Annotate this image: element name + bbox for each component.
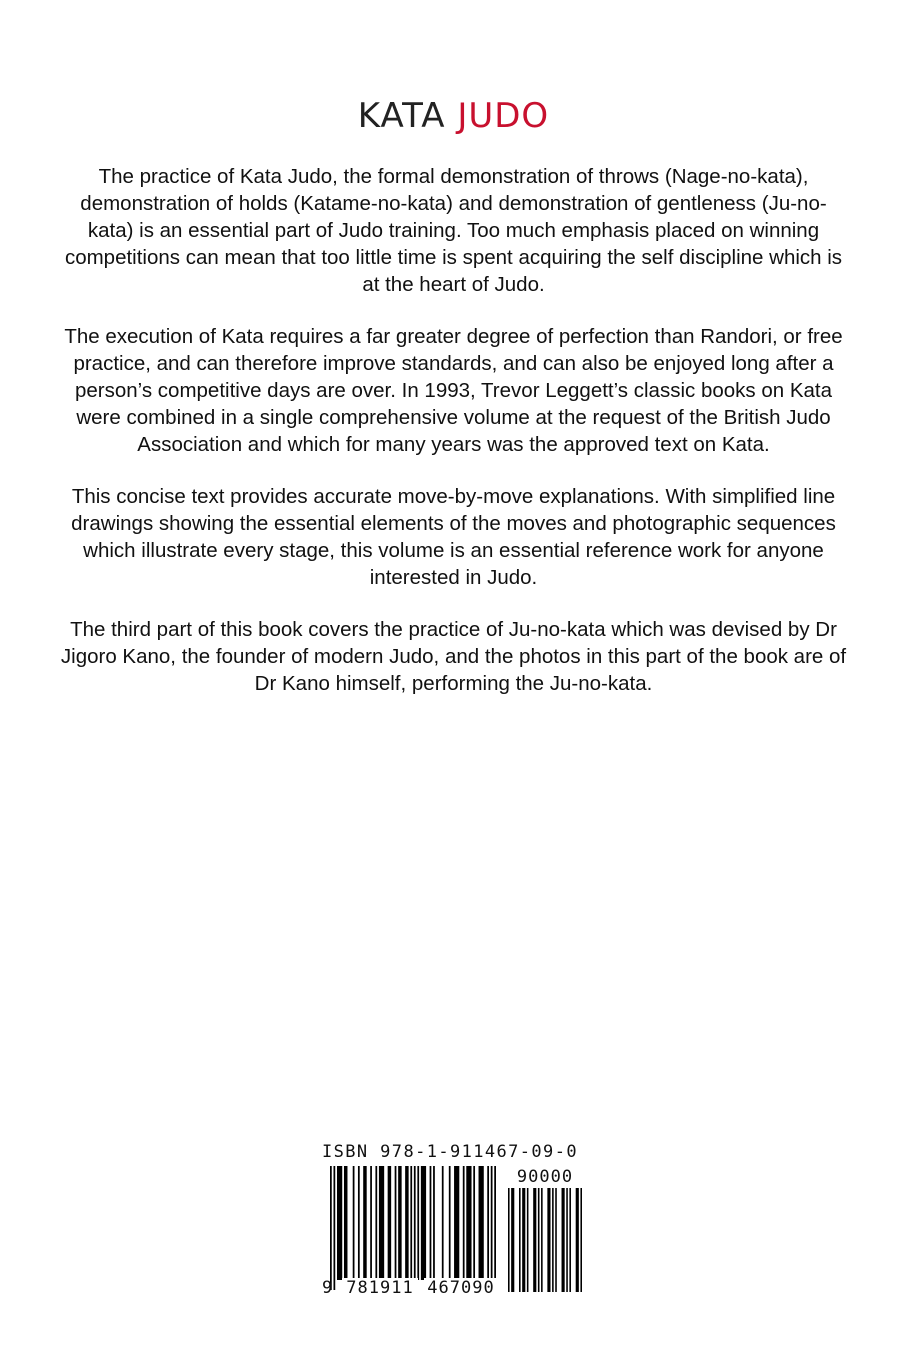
barcode-bar <box>414 1166 416 1290</box>
barcode-bar <box>405 1166 408 1280</box>
barcode-bar <box>487 1166 489 1280</box>
barcode-bar <box>358 1166 360 1280</box>
barcode-bar <box>388 1166 391 1280</box>
barcode-bar <box>522 1188 525 1292</box>
isbn-label: ISBN 978-1-911467-09-0 <box>322 1142 578 1162</box>
barcode-bar <box>511 1188 514 1292</box>
barcode-bar <box>449 1166 451 1280</box>
barcode-bar <box>491 1166 493 1290</box>
price-code: 90000 <box>516 1167 574 1187</box>
barcode-bar <box>547 1188 550 1292</box>
blurb <box>60 163 847 722</box>
barcode-bar <box>463 1166 465 1280</box>
barcode-bar <box>353 1166 355 1280</box>
barcode-bar <box>417 1166 419 1280</box>
addon-bars <box>508 1188 582 1292</box>
barcode-bar <box>395 1166 397 1280</box>
blurb-paragraph-4: The third part of this book covers the practice of Ju-no-kata which was devised by Dr Jigoro Kano, the founder of modern Judo, and the photos in this part of the book are of Dr Kano himself, performing the Ju-no-kata. <box>60 618 847 695</box>
barcode-bar <box>466 1166 471 1280</box>
barcode-digits-left: 781911 <box>342 1278 418 1298</box>
barcode-bar <box>552 1188 554 1292</box>
barcode-bar <box>363 1166 366 1280</box>
barcode-bar <box>562 1188 565 1292</box>
barcode-bar <box>555 1188 557 1292</box>
barcode-bar <box>333 1166 335 1290</box>
barcode-bar <box>430 1166 432 1280</box>
blurb-paragraph-1: The practice of Kata Judo, the formal demonstration of throws (Nage-no-kata), demonstration of holds (Katame-no-kata) and demonstration of gentleness (Ju-no-kata) is an essential part of Judo training. Too much emphasis placed on winning competitions can mean that too little time is spent acquiring the self discipline which is at the heart of Judo. <box>64 165 843 296</box>
barcode-digit-first: 9 <box>322 1278 333 1298</box>
barcode-bar <box>454 1166 459 1280</box>
barcode-bar <box>494 1166 496 1290</box>
barcode-bar <box>344 1166 347 1280</box>
barcode-bar <box>337 1166 342 1280</box>
barcode-bar <box>379 1166 384 1280</box>
barcode-bar <box>479 1166 484 1280</box>
barcode-bar <box>533 1188 536 1292</box>
barcode-bar <box>580 1188 582 1292</box>
barcode-digits <box>322 1278 584 1302</box>
barcode-bar <box>569 1188 571 1292</box>
barcode-digits-right: 467090 <box>424 1278 498 1298</box>
barcode-bar <box>541 1188 543 1292</box>
barcode-bar <box>442 1166 444 1280</box>
barcode-bar <box>421 1166 426 1280</box>
title-kata: KATA <box>357 96 446 136</box>
title-judo: JUDO <box>457 96 550 136</box>
barcode-bar <box>410 1166 412 1290</box>
blurb-paragraph-2: The execution of Kata requires a far greater degree of perfection than Randori, or free practice, and can therefore improve standards, and can also be enjoyed long after a person’s competitive days are over. In 1993, Trevor Leggett’s classic books on Kata were combined in a single comprehensive volume at the request of the British Judo Association and which for many years was the approved text on Kata. <box>64 325 843 456</box>
barcode-bar <box>576 1188 579 1292</box>
barcode-bar <box>433 1166 435 1280</box>
blurb-paragraph-3: This concise text provides accurate move-by-move explanations. With simplified line drawings showing the essential elements of the moves and photographic sequences which illustrate every stage, this volume is an essential reference work for anyone interested in Judo. <box>71 485 836 589</box>
barcode-bar <box>473 1166 475 1280</box>
barcode-bar <box>527 1188 529 1292</box>
barcode-bar <box>538 1188 540 1292</box>
barcode-bar <box>508 1188 510 1292</box>
barcode-bar <box>375 1166 377 1280</box>
barcode-bar <box>370 1166 372 1280</box>
barcode-bar <box>566 1188 568 1292</box>
book-title <box>0 96 907 136</box>
barcode-bar <box>398 1166 401 1280</box>
barcode-bar <box>330 1166 332 1290</box>
ean13-bars <box>330 1166 496 1290</box>
isbn-barcode <box>322 1142 584 1302</box>
barcode-bar <box>519 1188 521 1292</box>
